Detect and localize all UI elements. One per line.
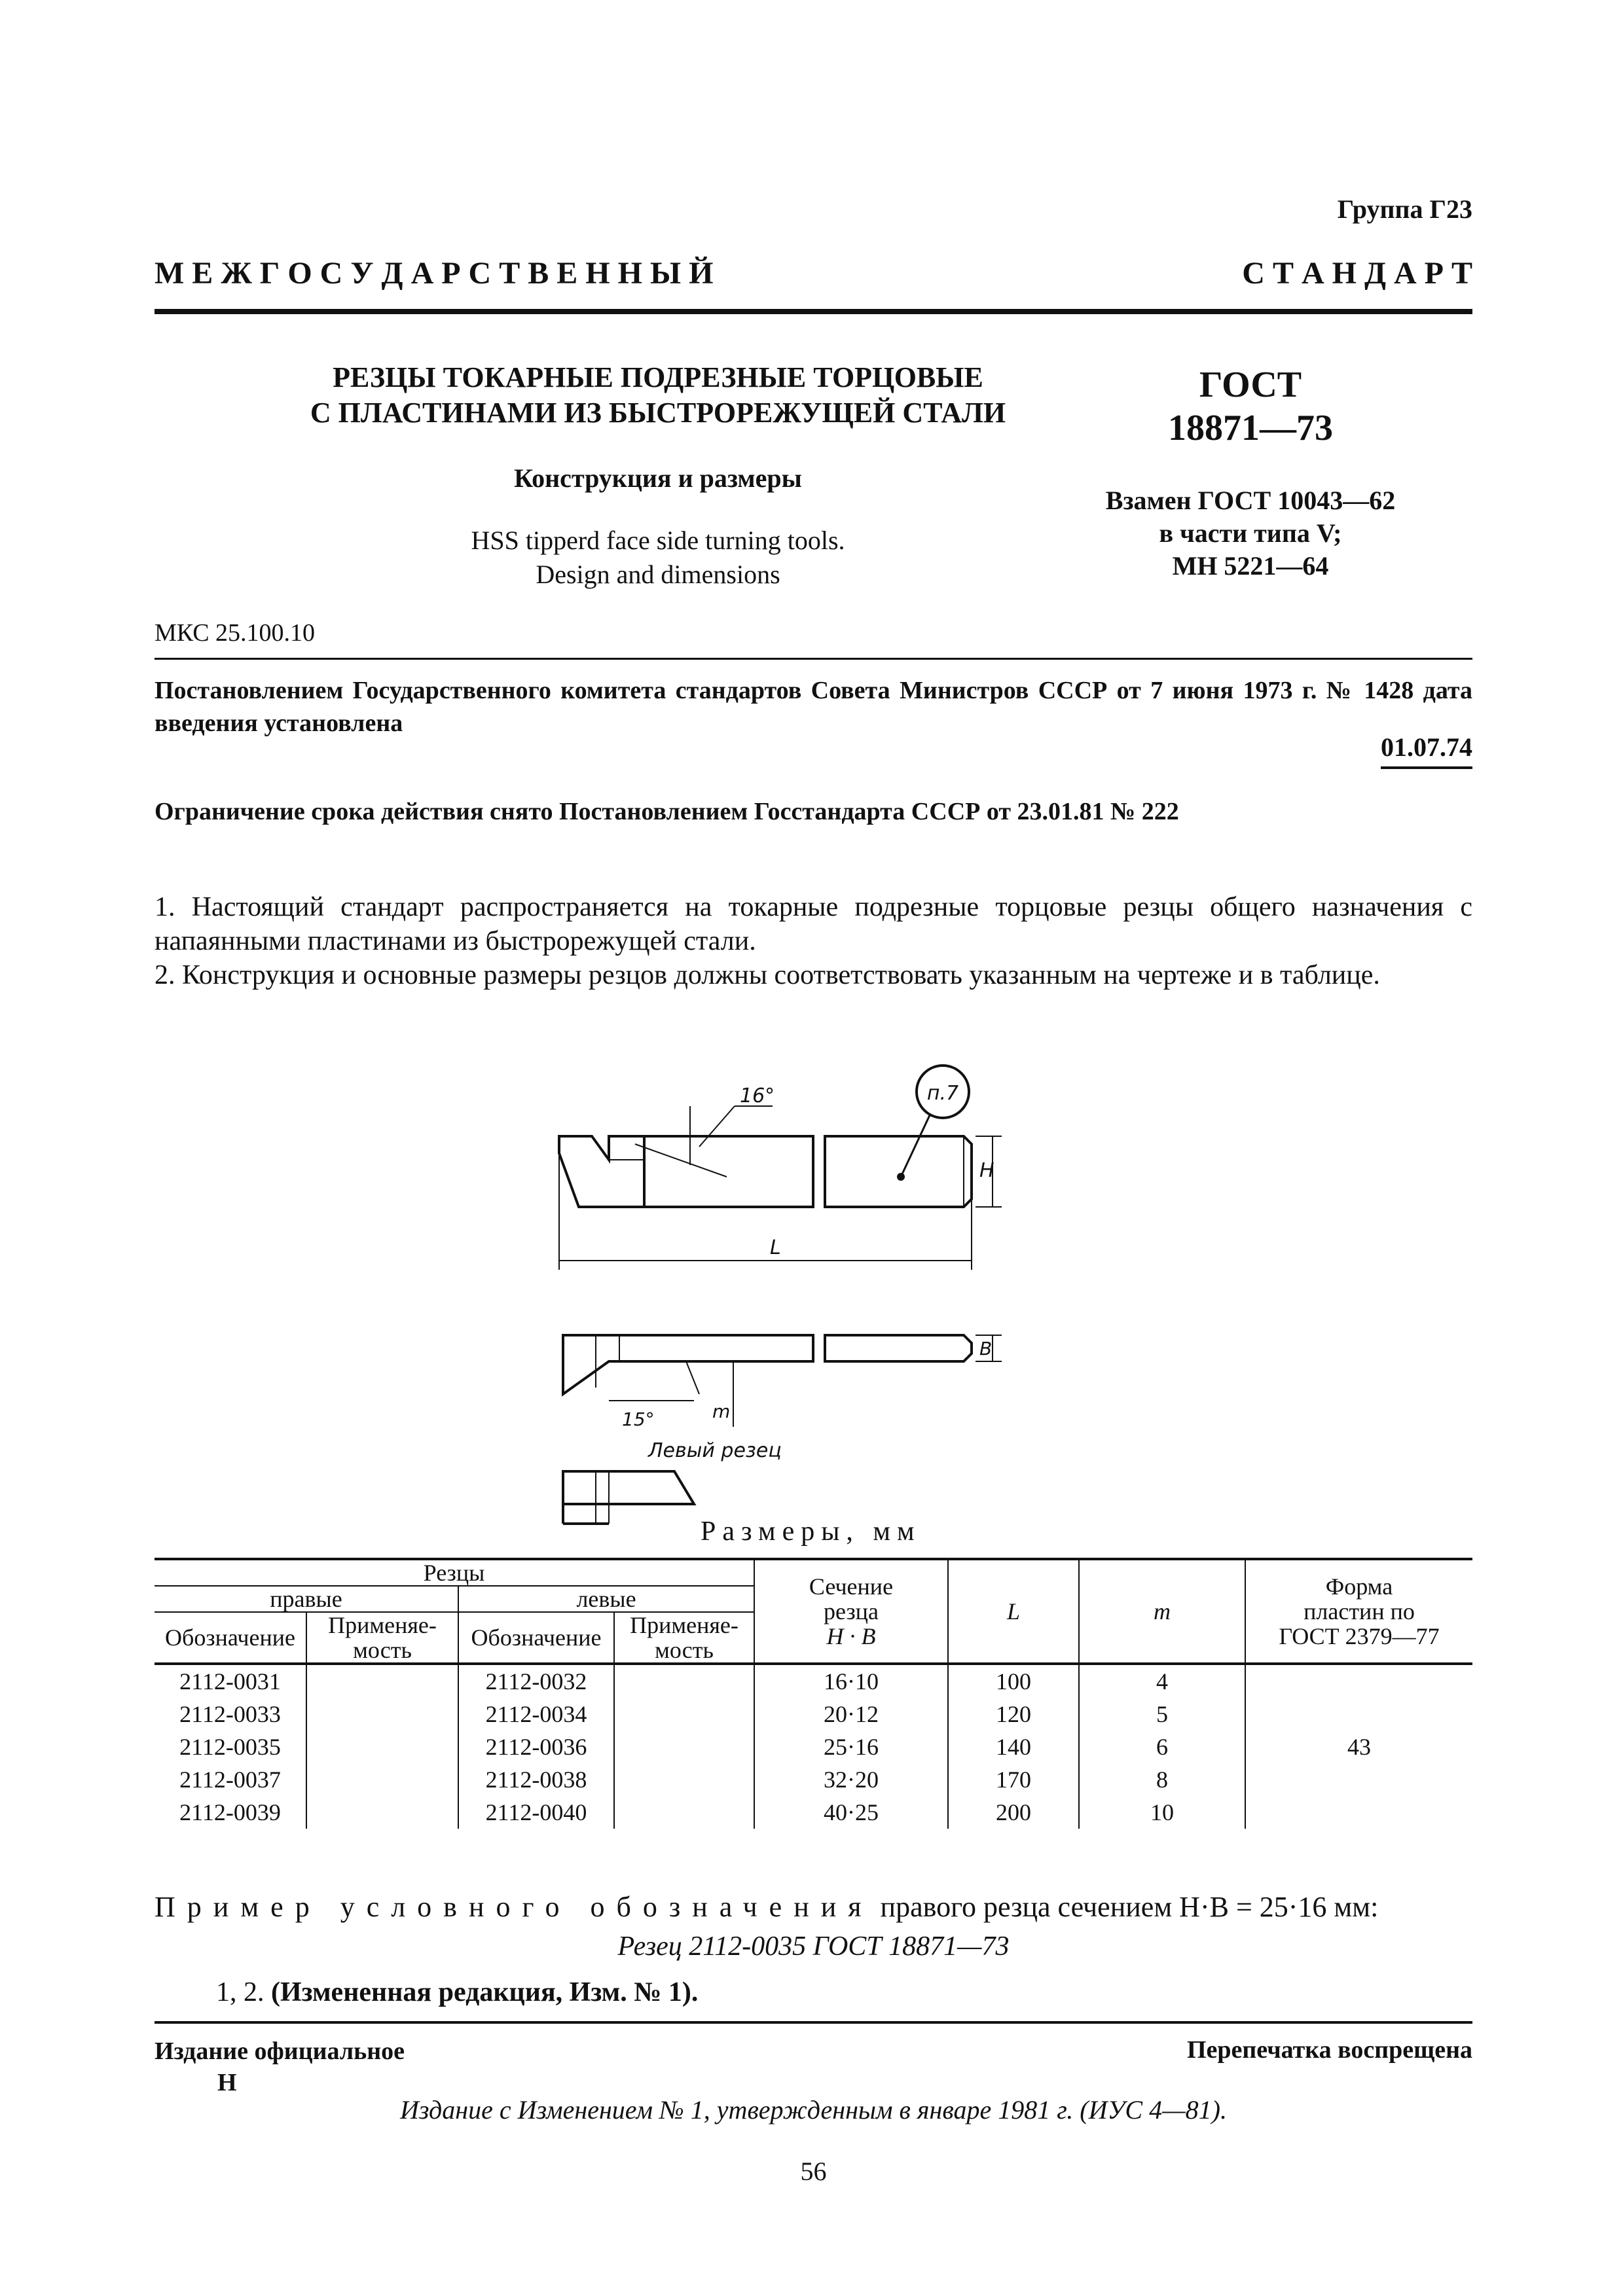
- header-form: [1245, 1559, 1472, 1664]
- example-rest: правого резца сечением H·B = 25·16 мм:: [880, 1891, 1379, 1923]
- cell-left: 2112-0034: [458, 1698, 614, 1731]
- tool-front-view: [559, 1136, 813, 1207]
- cell-right: 2112-0033: [179, 1701, 281, 1727]
- angle-leader: [699, 1106, 735, 1147]
- group-code: Группа Г23: [1337, 194, 1472, 224]
- page-number: 56: [800, 2157, 827, 2186]
- english-line-1: HSS tipperd face side turning tools.: [471, 526, 845, 555]
- cell-l: 120: [948, 1698, 1079, 1731]
- leader-dot: [898, 1174, 903, 1179]
- tool-drawing: [537, 1047, 1034, 1545]
- standard-banner: [155, 255, 1472, 291]
- cell-right: 2112-0031: [155, 1664, 306, 1698]
- header-l: L: [948, 1559, 1079, 1664]
- dim-l-label: L: [770, 1236, 781, 1259]
- note-label: п.7: [926, 1082, 959, 1105]
- dim-m-label: m: [712, 1401, 731, 1422]
- cell-m: 8: [1079, 1763, 1245, 1796]
- header-rule: [155, 309, 1472, 314]
- banner-right: С Т А Н Д А Р Т: [1242, 256, 1472, 291]
- header-m: m: [1079, 1559, 1245, 1664]
- cell-applicability: [306, 1664, 458, 1698]
- official-edition: Издание официальное: [155, 2037, 405, 2065]
- header-left-applicability: [614, 1612, 754, 1664]
- header-form-3: ГОСТ 2379—77: [1279, 1623, 1440, 1649]
- cell-section: 40·25: [754, 1796, 948, 1829]
- header-applicability-1: Применяе-: [328, 1612, 437, 1638]
- cell-applicability: [306, 1731, 458, 1763]
- tool-shank-view: [825, 1136, 972, 1207]
- header-left: левые: [458, 1586, 754, 1612]
- footer-official: [155, 2036, 405, 2098]
- table-caption: Размеры, мм: [701, 1516, 921, 1547]
- gost-number: [1113, 363, 1388, 450]
- header-tools: Резцы: [155, 1559, 754, 1586]
- footer-no-reprint: Перепечатка воспрещена: [1186, 2036, 1472, 2064]
- table-row: [155, 1664, 1472, 1698]
- header-section-2: резца: [824, 1598, 879, 1624]
- title-line-1: РЕЗЦЫ ТОКАРНЫЕ ПОДРЕЗНЫЕ ТОРЦОВЫЕ: [333, 361, 983, 393]
- gost-code: 18871—73: [1168, 408, 1333, 448]
- limit-removed-text: Ограничение срока действия снято Постановлением Госстандарта СССР от 23.01.81 № 222: [155, 798, 1179, 825]
- amendment-note: [216, 1977, 698, 2008]
- introduction-date: 01.07.74: [1381, 732, 1472, 769]
- cell-left: 2112-0040: [458, 1796, 614, 1829]
- cell-right: 2112-0035: [179, 1734, 281, 1760]
- header-right-applicability: [306, 1612, 458, 1664]
- example-spaced: Пример условного обозначения: [155, 1891, 873, 1923]
- header-applicability-2: мость: [353, 1637, 412, 1663]
- decree-text: Постановлением Государственного комитета стандартов Совета Министров СССР от 7 июня 1973 г. № 1428 дата введения установлена: [155, 677, 1472, 737]
- paragraph-1: 1. Настоящий стандарт распространяется на токарные подрезные торцовые резцы общего назначения с напаянными пластинами из быстрорежущей стали.: [155, 892, 1472, 956]
- header-right: правые: [155, 1586, 458, 1612]
- title-line-2: С ПЛАСТИНАМИ ИЗ БЫСТРОРЕЖУЩЕЙ СТАЛИ: [310, 397, 1006, 429]
- dim-h-label: H: [979, 1159, 994, 1182]
- cell-left: 2112-0036: [458, 1731, 614, 1763]
- section-rule: [155, 658, 1472, 660]
- header-section-1: Сечение: [809, 1573, 894, 1600]
- cell-m: 4: [1079, 1664, 1245, 1698]
- replaces-line-3: МН 5221—64: [1172, 551, 1329, 581]
- cell-right: 2112-0037: [179, 1767, 281, 1793]
- cell-applicability: [614, 1731, 754, 1763]
- header-applicability-2: мость: [655, 1637, 714, 1663]
- cell-applicability: [614, 1763, 754, 1796]
- cell-section: 25·16: [754, 1731, 948, 1763]
- replaces-line-1: Взамен ГОСТ 10043—62: [1105, 486, 1396, 515]
- cell-l: 140: [948, 1731, 1079, 1763]
- banner-left: М Е Ж Г О С У Д А Р С Т В Е Н Н Ы Й: [155, 256, 714, 291]
- mks-code: МКС 25.100.10: [155, 619, 316, 647]
- cell-m: 10: [1079, 1796, 1245, 1829]
- angle-line: [635, 1144, 727, 1177]
- cell-l: 170: [948, 1763, 1079, 1796]
- cell-left: 2112-0038: [458, 1763, 614, 1796]
- left-tool-label: Левый резец: [648, 1439, 782, 1462]
- cell-applicability: [614, 1664, 754, 1698]
- cell-section: 16·10: [754, 1664, 948, 1698]
- cell-left: 2112-0032: [458, 1664, 614, 1698]
- header-form-1: Форма: [1325, 1573, 1393, 1600]
- cell-l: 200: [948, 1796, 1079, 1829]
- plan-shank: [825, 1335, 972, 1361]
- dimensions-table: [155, 1558, 1472, 1829]
- example-designation: Резец 2112-0035 ГОСТ 18871—73: [617, 1931, 1010, 1962]
- angle-15-line: [686, 1361, 699, 1394]
- cell-right: 2112-0039: [179, 1799, 281, 1825]
- left-tool-sketch: [563, 1471, 694, 1504]
- cell-section: 20·12: [754, 1698, 948, 1731]
- cell-applicability: [306, 1698, 458, 1731]
- designation-example: [155, 1890, 1472, 1924]
- note-leader: [901, 1115, 930, 1177]
- replaces-block: [1061, 484, 1440, 583]
- cell-applicability: [306, 1763, 458, 1796]
- angle-15-label: 15°: [622, 1408, 655, 1430]
- cell-applicability: [614, 1796, 754, 1829]
- header-section: [754, 1559, 948, 1664]
- footer-edition-note: Издание с Изменением № 1, утвержденным в январе 1981 г. (ИУС 4—81).: [400, 2095, 1227, 2125]
- document-title: [249, 360, 1067, 431]
- cell-m: 5: [1079, 1698, 1245, 1731]
- cell-applicability: [614, 1698, 754, 1731]
- footer-rule: [155, 2021, 1472, 2024]
- angle-16-label: 16°: [740, 1085, 775, 1107]
- cell-section: 32·20: [754, 1763, 948, 1796]
- header-right-designation: Обозначение: [155, 1612, 306, 1664]
- header-form-2: пластин по: [1304, 1598, 1415, 1624]
- amendment-text: (Измененная редакция, Изм. № 1).: [271, 1977, 699, 2007]
- english-title: [249, 524, 1067, 592]
- cell-applicability: [306, 1796, 458, 1829]
- document-subtitle: Конструкция и размеры: [514, 463, 802, 493]
- cell-form: 43: [1245, 1664, 1472, 1829]
- paragraph-2: 2. Конструкция и основные размеры резцов должны соответствовать указанным на чертеже и в таблице.: [155, 960, 1380, 990]
- replaces-line-2: в части типа V;: [1159, 518, 1342, 548]
- gost-label: ГОСТ: [1199, 365, 1302, 405]
- header-applicability-1: Применяе-: [630, 1612, 739, 1638]
- dim-b-label: B: [979, 1338, 993, 1359]
- footer-mark: Н: [217, 2069, 237, 2096]
- header-left-designation: Обозначение: [458, 1612, 614, 1664]
- cell-l: 100: [948, 1664, 1079, 1698]
- cell-m: 6: [1079, 1731, 1245, 1763]
- amendment-prefix: 1, 2.: [216, 1977, 264, 2007]
- english-line-2: Design and dimensions: [536, 560, 780, 589]
- header-section-3: H · B: [826, 1623, 876, 1649]
